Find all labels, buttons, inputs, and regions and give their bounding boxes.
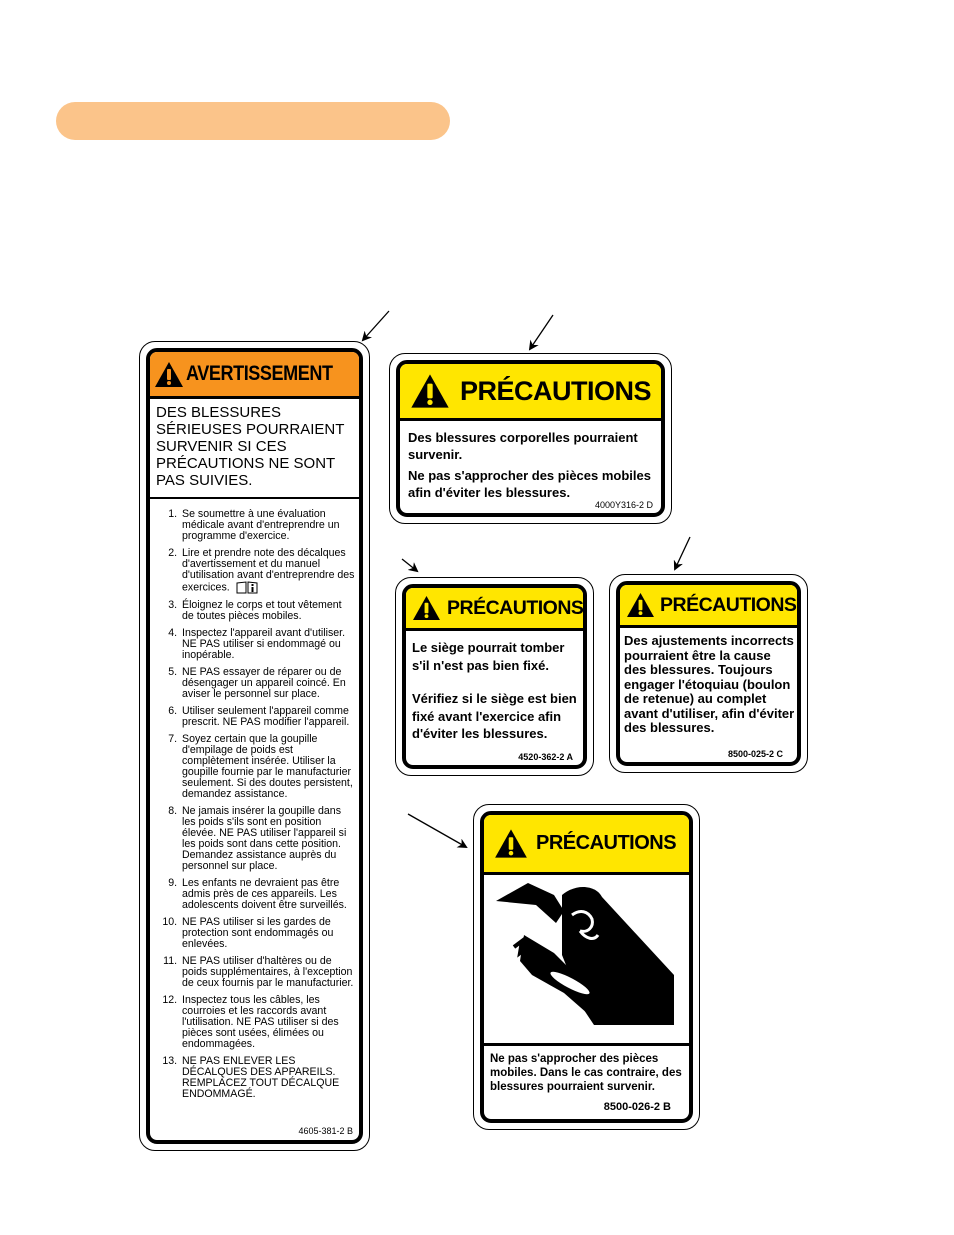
avertissement-title: AVERTISSEMENT [186, 362, 333, 385]
avertissement-decal [139, 341, 370, 1151]
precautions-siege-line1: Le siège pourrait tomber s'il n'est pas bien fixé. [412, 640, 565, 673]
arrow-precautions-hand [408, 814, 466, 847]
precautions-main-code: 4000Y316-2 D [594, 500, 653, 510]
avertissement-headline: DES BLESSURES SÉRIEUSES POURRAIENT SURVENIR SI CES PRÉCAUTIONS NE SONT PAS SUIVIES. [150, 399, 359, 499]
arrow-precautions-main [530, 315, 553, 349]
list-item: 3. Éloignez le corps et tout vêtement de toutes pièces mobiles. [180, 600, 355, 622]
precautions-siege-title: PRÉCAUTIONS [447, 596, 584, 619]
list-item: 4. Inspectez l'appareil avant d'utiliser. NE PAS utiliser si endommagé ou inopérable. [180, 628, 355, 661]
precautions-hand-text: Ne pas s'approcher des pièces mobiles. Dans le cas contraire, des blessures pourraient survenir. [490, 1053, 682, 1093]
precautions-hand-header [484, 815, 689, 875]
precautions-ajust-decal [609, 574, 808, 773]
precautions-siege-code: 4520-362-2 A [518, 752, 573, 762]
list-item: 5. NE PAS essayer de réparer ou de désengager un appareil coincé. En aviser le personnel sur place. [180, 667, 355, 700]
precautions-hand-title: PRÉCAUTIONS [536, 832, 677, 854]
precautions-ajust-code: 8500-025-2 C [727, 749, 783, 759]
precautions-siege-line2: Vérifiez si le siège est bien fixé avant l'exercice afin d'éviter les blessures. [412, 691, 577, 741]
list-item: 2. Lire et prendre note des décalques d'avertissement et du manuel d'utilisation avant d'entreprendre des exercices. [180, 548, 355, 594]
manual-book-icon [236, 581, 258, 594]
precautions-ajust-title: PRÉCAUTIONS [660, 593, 797, 616]
precautions-main-header [400, 364, 661, 421]
arrow-avertissement [363, 311, 389, 340]
list-item: 12. Inspectez tous les câbles, les courroies et les raccords avant l'utilisation. NE PAS utiliser si des pièces sont usées, élimées ou endommagées. [180, 995, 355, 1050]
list-item: 6. Utiliser seulement l'appareil comme prescrit. NE PAS modifier l'appareil. [180, 706, 355, 728]
arrow-precautions-ajust [675, 537, 690, 569]
list-item: 11. NE PAS utiliser d'haltères ou de poids supplémentaires, à l'exception de ceux fournis par le manufacturier. [180, 956, 355, 989]
warning-triangle-icon [494, 828, 528, 859]
list-item: 13. NE PAS ENLEVER LES DÉCALQUES DES APPAREILS. REMPLACEZ TOUT DÉCALQUE ENDOMMAGÉ. [180, 1056, 355, 1100]
list-item: 8. Ne jamais insérer la goupille dans les poids s'ils sont en position élevée. NE PAS utiliser l'appareil si les poids sont dans cette position. Demandez assistance auprès du personnel sur place. [180, 806, 355, 872]
precautions-hand-decal [473, 804, 700, 1130]
list-item: 7. Soyez certain que la goupille d'empilage de poids est complètement insérée. Utiliser la goupille fournie par le manufacturier seulement. Si des doutes persistent, demandez assistance. [180, 734, 355, 800]
hand-pinch-icon [484, 875, 689, 1043]
warning-triangle-icon [626, 592, 655, 618]
precautions-hand-code: 8500-026-2 B [603, 1101, 671, 1113]
list-item: 1. Se soumettre à une évaluation médicale avant d'entreprendre un programme d'exercice. [180, 509, 355, 542]
avertissement-list [150, 499, 359, 1100]
warning-triangle-icon [410, 373, 450, 409]
precautions-ajust-header [620, 585, 797, 628]
warning-triangle-icon [154, 361, 184, 388]
precautions-siege-header [406, 588, 583, 631]
warning-triangle-icon [412, 595, 441, 621]
precautions-siege-decal [395, 577, 594, 776]
avertissement-header [150, 352, 359, 399]
precautions-main-title: PRÉCAUTIONS [460, 375, 652, 406]
hand-pinch-pictogram [484, 875, 689, 1046]
list-item: 9. Les enfants ne devraient pas être admis près de ces appareils. Les adolescents doivent être surveillés. [180, 878, 355, 911]
arrow-precautions-siege [402, 559, 417, 571]
precautions-ajust-text: Des ajustements incorrects pourraient être la cause des blessures. Toujours engager l'étoquiau (boulon de retenue) au complet avant d'utiliser, afin d'éviter des blessures. [624, 633, 795, 735]
precautions-main-decal [389, 353, 672, 524]
avertissement-code: 4605-381-2 B [298, 1126, 353, 1136]
list-item: 10. NE PAS utiliser si les gardes de protection sont endommagés ou enlevées. [180, 917, 355, 950]
precautions-main-line2: Ne pas s'approcher des pièces mobiles afin d'éviter les blessures. [408, 468, 651, 500]
section-header-bar [56, 102, 450, 140]
precautions-main-line1: Des blessures corporelles pourraient survenir. [408, 430, 638, 462]
